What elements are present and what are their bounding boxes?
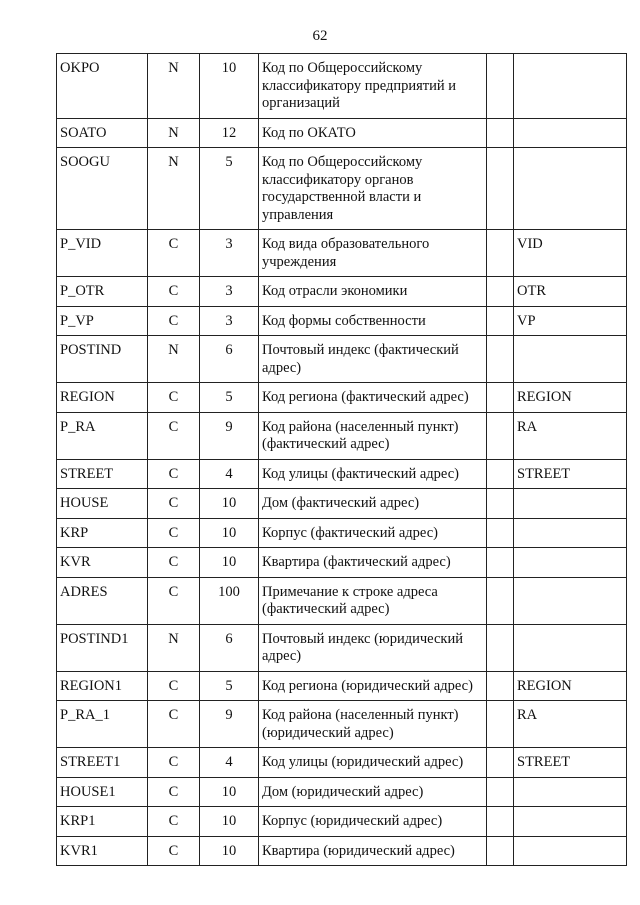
field-name-cell: P_VP (57, 306, 148, 336)
table-row (57, 277, 627, 307)
field-description-cell: Код формы собственности (259, 306, 487, 336)
field-flag-cell (487, 577, 514, 624)
field-name-cell: HOUSE1 (57, 777, 148, 807)
field-name-cell: OKPO (57, 54, 148, 119)
field-length-cell: 9 (200, 412, 259, 459)
field-name-cell: STREET (57, 459, 148, 489)
field-length-cell: 4 (200, 748, 259, 778)
field-length-cell: 10 (200, 836, 259, 866)
field-reference-cell: OTR (514, 277, 627, 307)
field-type-cell: C (148, 306, 200, 336)
field-reference-cell (514, 624, 627, 671)
field-reference-cell (514, 548, 627, 578)
field-type-cell: C (148, 807, 200, 837)
table-row (57, 383, 627, 413)
table-row (57, 671, 627, 701)
field-description-cell: Код улицы (юридический адрес) (259, 748, 487, 778)
table-row (57, 748, 627, 778)
field-reference-cell: VP (514, 306, 627, 336)
field-description-cell: Дом (юридический адрес) (259, 777, 487, 807)
field-description-cell: Квартира (фактический адрес) (259, 548, 487, 578)
field-description-cell: Дом (фактический адрес) (259, 489, 487, 519)
field-flag-cell (487, 277, 514, 307)
field-type-cell: C (148, 836, 200, 866)
field-description-cell: Квартира (юридический адрес) (259, 836, 487, 866)
field-description-cell: Код по ОКАТО (259, 118, 487, 148)
field-name-cell: KVR1 (57, 836, 148, 866)
field-length-cell: 100 (200, 577, 259, 624)
field-reference-cell: RA (514, 412, 627, 459)
field-reference-cell (514, 336, 627, 383)
field-description-cell: Код района (населенный пункт) (юридический адрес) (259, 701, 487, 748)
field-flag-cell (487, 748, 514, 778)
field-description-cell: Код района (населенный пункт) (фактический адрес) (259, 412, 487, 459)
field-description-cell: Код региона (фактический адрес) (259, 383, 487, 413)
table-row (57, 54, 627, 119)
field-type-cell: C (148, 701, 200, 748)
field-type-cell: C (148, 277, 200, 307)
field-length-cell: 10 (200, 518, 259, 548)
table-row (57, 148, 627, 230)
table-row (57, 489, 627, 519)
field-length-cell: 12 (200, 118, 259, 148)
field-flag-cell (487, 336, 514, 383)
field-length-cell: 5 (200, 148, 259, 230)
field-name-cell: P_OTR (57, 277, 148, 307)
field-flag-cell (487, 489, 514, 519)
field-description-cell: Почтовый индекс (фактический адрес) (259, 336, 487, 383)
field-description-cell: Код по Общероссийскому классификатору предприятий и организаций (259, 54, 487, 119)
table-row (57, 701, 627, 748)
field-length-cell: 5 (200, 671, 259, 701)
field-length-cell: 10 (200, 807, 259, 837)
field-type-cell: C (148, 459, 200, 489)
field-type-cell: C (148, 748, 200, 778)
field-type-cell: C (148, 548, 200, 578)
field-description-cell: Почтовый индекс (юридический адрес) (259, 624, 487, 671)
field-reference-cell: VID (514, 230, 627, 277)
field-type-cell: C (148, 412, 200, 459)
table-body (57, 54, 627, 866)
table-row (57, 548, 627, 578)
field-length-cell: 3 (200, 277, 259, 307)
field-name-cell: KRP1 (57, 807, 148, 837)
field-reference-cell: RA (514, 701, 627, 748)
field-reference-cell: REGION (514, 383, 627, 413)
field-reference-cell: STREET (514, 459, 627, 489)
table-row (57, 412, 627, 459)
page-number: 62 (312, 28, 328, 44)
table-row (57, 777, 627, 807)
field-reference-cell (514, 54, 627, 119)
table-row (57, 807, 627, 837)
field-name-cell: P_RA (57, 412, 148, 459)
field-reference-cell (514, 148, 627, 230)
field-flag-cell (487, 518, 514, 548)
field-definition-table (56, 53, 627, 866)
table-row (57, 518, 627, 548)
field-name-cell: HOUSE (57, 489, 148, 519)
field-reference-cell: REGION (514, 671, 627, 701)
field-type-cell: N (148, 148, 200, 230)
field-reference-cell (514, 836, 627, 866)
field-length-cell: 3 (200, 230, 259, 277)
field-name-cell: KRP (57, 518, 148, 548)
field-name-cell: P_VID (57, 230, 148, 277)
field-flag-cell (487, 306, 514, 336)
field-type-cell: C (148, 383, 200, 413)
field-description-cell: Код по Общероссийскому классификатору органов государственной власти и управления (259, 148, 487, 230)
field-length-cell: 3 (200, 306, 259, 336)
field-length-cell: 10 (200, 489, 259, 519)
field-type-cell: C (148, 777, 200, 807)
field-length-cell: 4 (200, 459, 259, 489)
field-reference-cell (514, 489, 627, 519)
field-flag-cell (487, 777, 514, 807)
field-length-cell: 6 (200, 336, 259, 383)
field-name-cell: POSTIND1 (57, 624, 148, 671)
field-length-cell: 5 (200, 383, 259, 413)
table-row (57, 306, 627, 336)
field-type-cell: N (148, 624, 200, 671)
field-flag-cell (487, 836, 514, 866)
field-flag-cell (487, 230, 514, 277)
field-length-cell: 10 (200, 548, 259, 578)
field-reference-cell (514, 777, 627, 807)
field-length-cell: 10 (200, 54, 259, 119)
field-description-cell: Код вида образовательного учреждения (259, 230, 487, 277)
field-flag-cell (487, 383, 514, 413)
field-flag-cell (487, 548, 514, 578)
field-type-cell: N (148, 336, 200, 383)
field-flag-cell (487, 701, 514, 748)
field-name-cell: SOOGU (57, 148, 148, 230)
field-flag-cell (487, 807, 514, 837)
field-type-cell: C (148, 518, 200, 548)
field-reference-cell: STREET (514, 748, 627, 778)
field-name-cell: KVR (57, 548, 148, 578)
field-flag-cell (487, 148, 514, 230)
field-reference-cell (514, 518, 627, 548)
field-length-cell: 10 (200, 777, 259, 807)
field-flag-cell (487, 671, 514, 701)
field-length-cell: 6 (200, 624, 259, 671)
table-row (57, 577, 627, 624)
field-type-cell: N (148, 118, 200, 148)
field-name-cell: SOATO (57, 118, 148, 148)
field-description-cell: Код региона (юридический адрес) (259, 671, 487, 701)
field-description-cell: Корпус (фактический адрес) (259, 518, 487, 548)
field-reference-cell (514, 807, 627, 837)
field-flag-cell (487, 412, 514, 459)
table-row (57, 230, 627, 277)
table-row (57, 459, 627, 489)
field-name-cell: REGION1 (57, 671, 148, 701)
field-reference-cell (514, 577, 627, 624)
field-description-cell: Код отрасли экономики (259, 277, 487, 307)
field-type-cell: C (148, 230, 200, 277)
field-description-cell: Примечание к строке адреса (фактический адрес) (259, 577, 487, 624)
field-type-cell: C (148, 489, 200, 519)
field-flag-cell (487, 624, 514, 671)
field-type-cell: N (148, 54, 200, 119)
table-row (57, 624, 627, 671)
field-flag-cell (487, 54, 514, 119)
field-flag-cell (487, 118, 514, 148)
field-reference-cell (514, 118, 627, 148)
field-name-cell: STREET1 (57, 748, 148, 778)
field-name-cell: POSTIND (57, 336, 148, 383)
field-type-cell: C (148, 577, 200, 624)
table-row (57, 336, 627, 383)
field-description-cell: Корпус (юридический адрес) (259, 807, 487, 837)
table-row (57, 118, 627, 148)
table-row (57, 836, 627, 866)
field-name-cell: P_RA_1 (57, 701, 148, 748)
field-name-cell: ADRES (57, 577, 148, 624)
field-type-cell: C (148, 671, 200, 701)
field-length-cell: 9 (200, 701, 259, 748)
field-description-cell: Код улицы (фактический адрес) (259, 459, 487, 489)
field-flag-cell (487, 459, 514, 489)
field-name-cell: REGION (57, 383, 148, 413)
